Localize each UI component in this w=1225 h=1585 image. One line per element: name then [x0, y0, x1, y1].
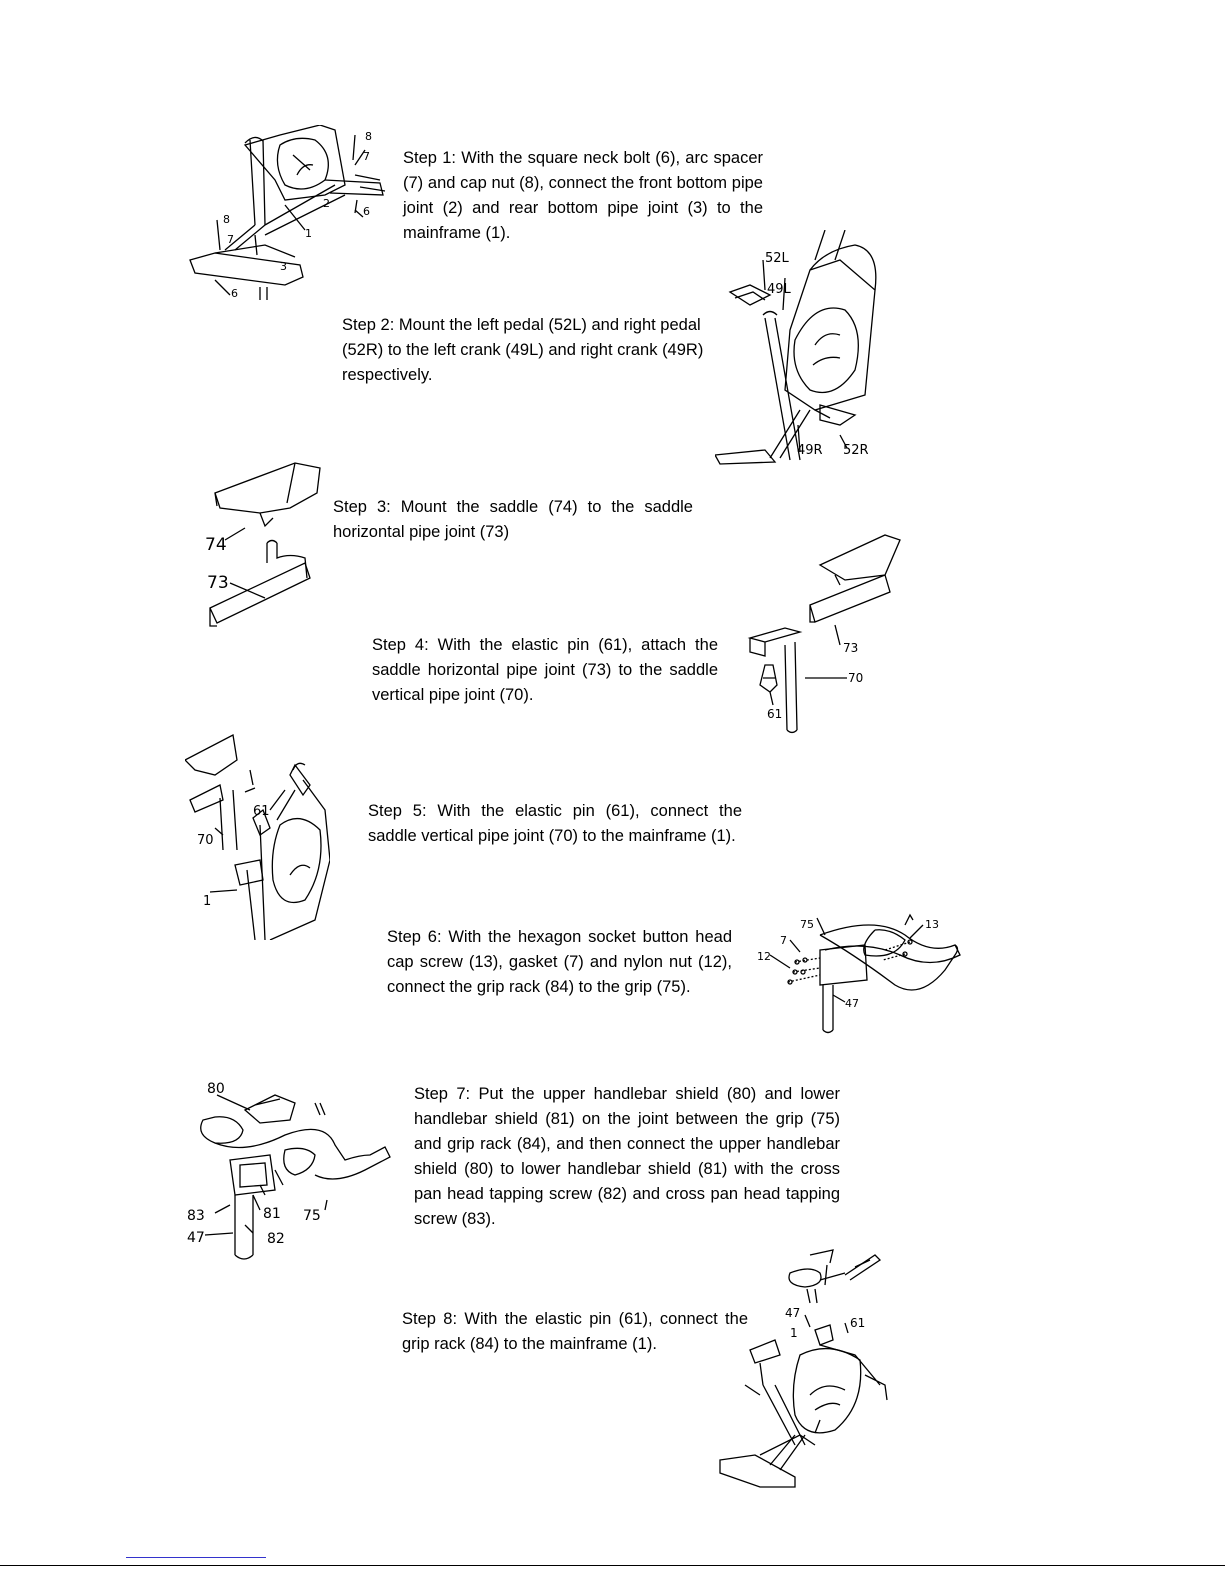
fig1-label-1: 1 — [305, 227, 312, 240]
fig1-label-6: 6 — [363, 205, 370, 218]
fig5-label-61: 61 — [253, 804, 270, 819]
step-6-figure — [755, 910, 965, 1035]
step-6-text: Step 6: With the hexagon socket button head cap screw (13), gasket (7) and nylon nut (12), connect the grip rack (84) to the grip (75). — [387, 928, 732, 996]
footnote-rule — [126, 1557, 266, 1558]
fig6-label-13: 13 — [925, 918, 939, 931]
step-5-text: Step 5: With the elastic pin (61), connect the saddle vertical pipe joint (70) to the mainframe (1). — [368, 802, 742, 845]
step-2-figure — [715, 230, 885, 465]
fig7-label-81: 81 — [263, 1206, 281, 1222]
fig1-label-7: 7 — [363, 150, 370, 163]
step-7-figure — [185, 1075, 395, 1265]
fig6-label-7: 7 — [780, 934, 787, 947]
fig7-label-47: 47 — [187, 1230, 205, 1246]
fig7-label-75: 75 — [303, 1208, 321, 1224]
fig7-label-80: 80 — [207, 1081, 225, 1097]
fig4-label-73: 73 — [843, 641, 859, 655]
step-8-figure — [715, 1245, 890, 1490]
page-bottom-rule — [0, 1565, 1225, 1566]
fig2-label-52R: 52R — [843, 443, 869, 458]
fig5-label-70: 70 — [197, 833, 214, 848]
fig1-label-7b: 7 — [227, 233, 234, 246]
fig8-label-1: 1 — [790, 1326, 798, 1340]
step-4-text: Step 4: With the elastic pin (61), attach the saddle horizontal pipe joint (73) to the saddle vertical pipe joint (70). — [372, 636, 718, 704]
fig1-label-6b: 6 — [231, 287, 238, 300]
fig2-label-49R: 49R — [797, 443, 823, 458]
fig7-label-82: 82 — [267, 1231, 285, 1247]
fig4-label-70: 70 — [848, 671, 864, 685]
step-7-text: Step 7: Put the upper handlebar shield (80) and lower handlebar shield (81) on the joint between the grip (75) and grip rack (84), and then connect the upper handlebar shield (80) to lower handlebar shield (81) with the cross pan head tapping screw (82) and cross pan head tapping screw (83). — [414, 1085, 840, 1228]
fig3-label-73: 73 — [207, 573, 229, 593]
fig1-label-3: 3 — [280, 260, 287, 273]
step-5-figure — [185, 730, 330, 940]
fig4-label-61: 61 — [767, 707, 783, 721]
fig1-label-8: 8 — [365, 130, 372, 143]
fig3-label-74: 74 — [205, 535, 227, 555]
step-3-text: Step 3: Mount the saddle (74) to the saddle horizontal pipe joint (73) — [333, 498, 693, 541]
step-4-figure — [745, 530, 905, 735]
step-2-text: Step 2: Mount the left pedal (52L) and right pedal (52R) to the left crank (49L) and right crank (49R) respectively. — [342, 316, 704, 384]
step-1-text: Step 1: With the square neck bolt (6), arc spacer (7) and cap nut (8), connect the front bottom pipe joint (2) and rear bottom pipe joint (3) to the mainframe (1). — [403, 149, 763, 242]
fig8-label-47: 47 — [785, 1306, 801, 1320]
fig2-label-49L: 49L — [767, 282, 791, 297]
fig5-label-1: 1 — [203, 894, 212, 909]
fig6-label-75: 75 — [800, 918, 814, 931]
step-8-text: Step 8: With the elastic pin (61), connect the grip rack (84) to the mainframe (1). — [402, 1310, 748, 1353]
fig7-label-83: 83 — [187, 1208, 205, 1224]
fig6-label-12: 12 — [757, 950, 771, 963]
step-3-figure — [195, 458, 325, 633]
step-1-figure — [185, 125, 390, 310]
fig8-label-61: 61 — [850, 1316, 866, 1330]
fig1-label-8b: 8 — [223, 213, 230, 226]
fig1-label-2: 2 — [323, 197, 330, 210]
fig2-label-52L: 52L — [765, 251, 789, 266]
fig6-label-47: 47 — [845, 997, 859, 1010]
